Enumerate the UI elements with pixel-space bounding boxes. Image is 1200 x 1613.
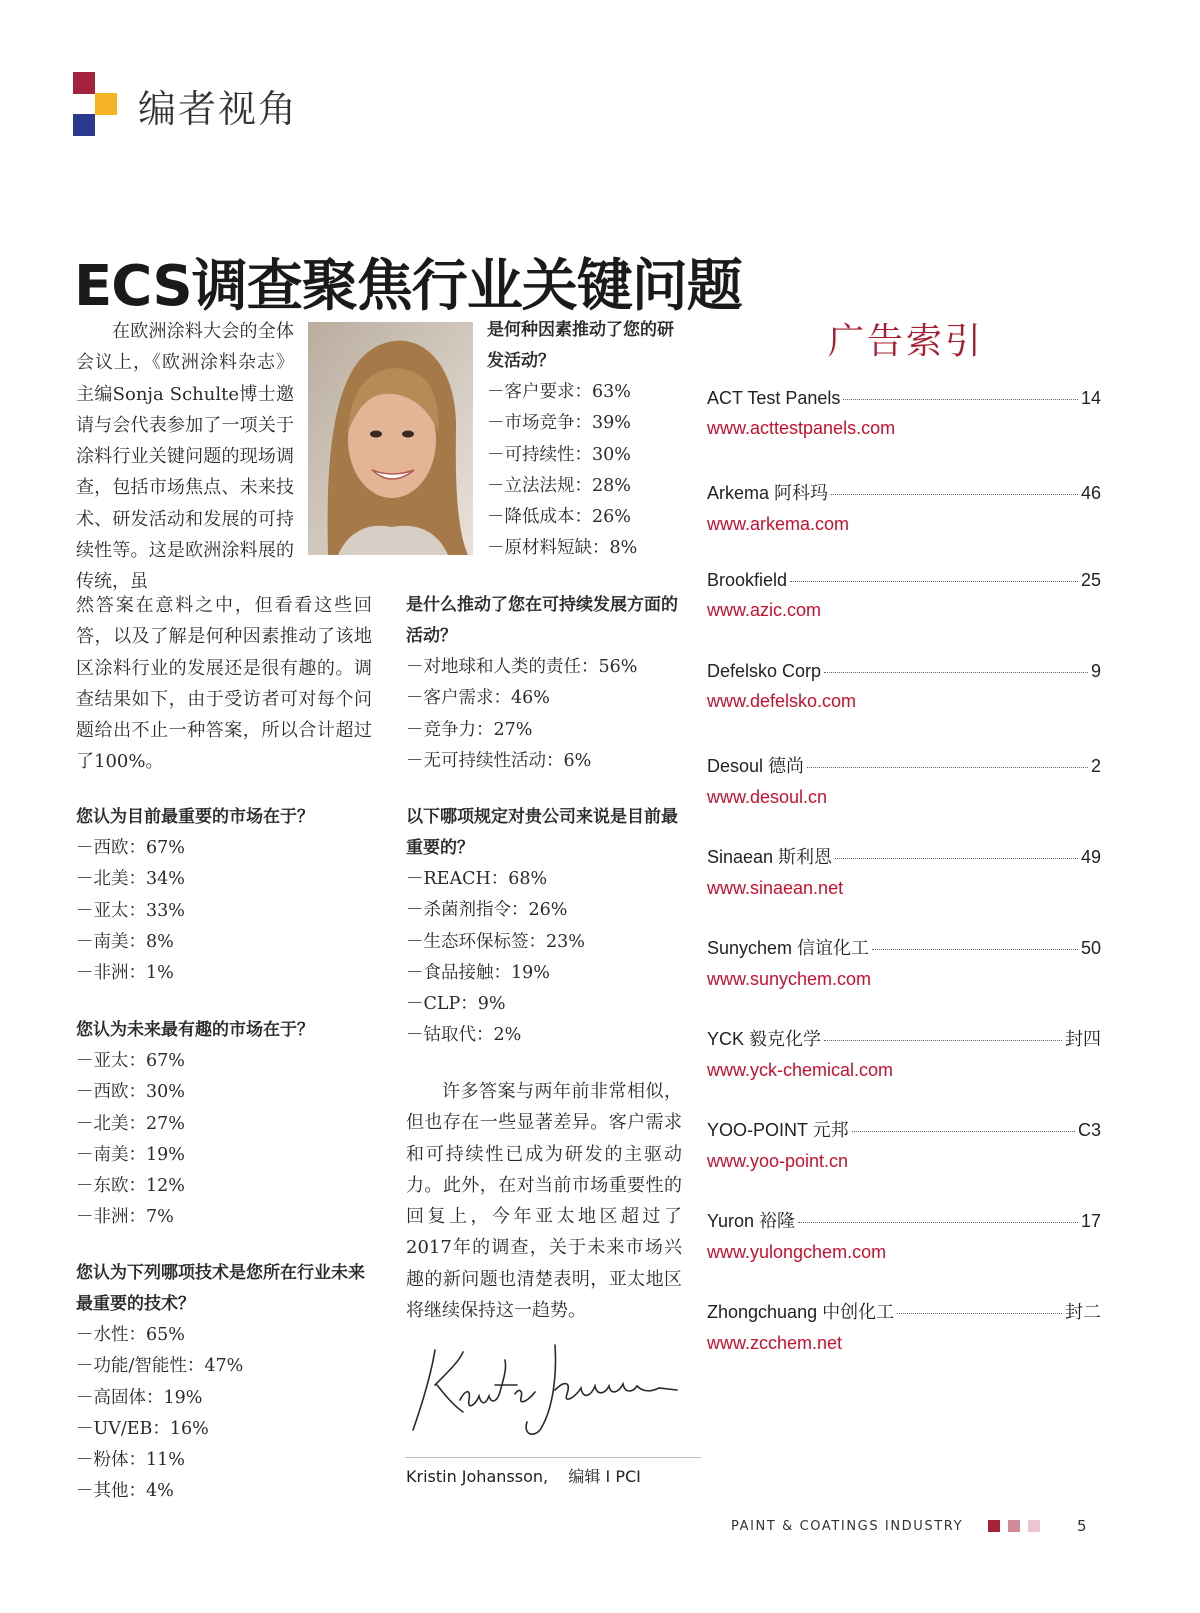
page-reference: 2: [1090, 756, 1101, 776]
advertiser-name: Brookfield: [707, 570, 788, 590]
page-reference: 46: [1080, 483, 1101, 503]
question-sustainability-drivers: [406, 590, 688, 777]
question-heading: 您认为下列哪项技术是您所在行业未来最重要的技术？: [76, 1263, 365, 1314]
advertiser-url-link[interactable]: www.yoo-point.cn: [707, 1151, 849, 1171]
ad-entry: [707, 479, 1101, 535]
ad-entry: [707, 1298, 1101, 1354]
answer-item: －非洲：1%: [76, 963, 174, 984]
answer-item: －西欧：67%: [76, 838, 185, 858]
dot-leader: [897, 1313, 1062, 1314]
answer-item: －REACH：68%: [406, 869, 548, 889]
answer-item: －南美：19%: [76, 1144, 185, 1165]
ad-entry: [707, 1207, 1101, 1263]
answer-item: －东欧：12%: [76, 1176, 185, 1197]
advertiser-url-link[interactable]: www.arkema.com: [707, 514, 850, 534]
page-reference: 封二: [1065, 1302, 1101, 1322]
handwritten-signature: [405, 1330, 685, 1440]
advertiser-name: ACT Test Panels: [707, 388, 841, 408]
advertiser-name: Sunychem 信谊化工: [707, 938, 870, 958]
dot-leader: [831, 494, 1078, 495]
page-reference: 50: [1080, 938, 1101, 958]
advertiser-name: Desoul 德尚: [707, 756, 805, 776]
ad-index-title: 广告索引: [828, 321, 985, 362]
answer-item: －功能/智能性：47%: [76, 1356, 244, 1377]
question-heading: 是什么推动了您在可持续发展方面的活动？: [406, 595, 678, 646]
magazine-name: PAINT & COATINGS INDUSTRY: [731, 1519, 964, 1534]
footer-square-dark: [988, 1520, 1000, 1532]
question-heading: 以下哪项规定对贵公司来说是目前最重要的？: [406, 807, 678, 858]
ad-entry: [707, 570, 1101, 621]
section-label: 编者视角: [138, 87, 299, 131]
answer-item: －竞争力：27%: [406, 719, 533, 740]
advertiser-name: Sinaean 斯利恩: [707, 847, 833, 867]
answer-item: －粉体：11%: [76, 1450, 185, 1471]
advertiser-name: Arkema 阿科玛: [707, 483, 829, 503]
answer-item: －亚太：67%: [76, 1051, 185, 1071]
answer-item: －高固体：19%: [76, 1387, 203, 1408]
question-heading: 您认为未来最有趣的市场在于？: [76, 1020, 314, 1040]
closing-paragraph: [406, 1076, 682, 1326]
answer-item: －客户需求：46%: [406, 688, 550, 709]
question-heading: 您认为目前最重要的市场在于？: [76, 807, 314, 827]
question-future-technology: [76, 1258, 376, 1508]
dot-leader: [852, 1131, 1075, 1132]
question-regulations: [406, 802, 688, 1052]
editor-portrait: [308, 322, 473, 555]
advertiser-name: YCK 毅克化学: [707, 1029, 822, 1049]
answer-item: －北美：34%: [76, 869, 185, 890]
advertiser-url-link[interactable]: www.sinaean.net: [707, 878, 844, 898]
dot-leader: [807, 767, 1088, 768]
answer-item: －CLP：9%: [406, 994, 506, 1015]
page-reference: 9: [1090, 661, 1101, 681]
advertiser-url-link[interactable]: www.defelsko.com: [707, 691, 857, 711]
ad-entry: [707, 388, 1101, 439]
answer-item: －生态环保标签：23%: [406, 931, 585, 952]
advertiser-url-link[interactable]: www.zcchem.net: [707, 1333, 843, 1353]
answer-item: －非洲：7%: [76, 1207, 174, 1228]
answer-list: [406, 864, 688, 1052]
advertiser-url-link[interactable]: www.azic.com: [707, 600, 822, 620]
logo-square-red: [73, 72, 95, 94]
question-current-market: [76, 802, 376, 989]
advertiser-name: YOO-POINT 元邦: [707, 1120, 849, 1140]
question-heading: 是何种因素推动了您的研发活动？: [487, 320, 674, 371]
intro-text-part1: 在欧洲涂料大会的全体会议上，《欧洲涂料杂志》主编Sonja Schulte博士邀请与会代表参加了一项关于涂料行业关键问题的现场调查，包括市场焦点、未来技术、研发活动和发展的可持续性等。这是欧洲涂料展的传统，虽: [76, 321, 294, 593]
signature-divider: [405, 1457, 701, 1458]
answer-item: －亚太：33%: [76, 900, 185, 921]
ad-entry: [707, 661, 1101, 712]
page-reference: 17: [1080, 1211, 1101, 1231]
logo-square-blue: [73, 114, 95, 136]
page-reference: 14: [1080, 388, 1101, 408]
page-reference: 封四: [1065, 1029, 1101, 1049]
article-title: ECS调查聚焦行业关键问题: [74, 254, 742, 319]
dot-leader: [835, 858, 1078, 859]
footer-square-light: [1028, 1520, 1040, 1532]
question-future-market: [76, 1015, 376, 1234]
page-reference: 49: [1080, 847, 1101, 867]
dot-leader: [824, 672, 1088, 673]
answer-item: －无可持续性活动：6%: [406, 750, 592, 771]
author-byline: Kristin Johansson, 编辑 I PCI: [406, 1467, 641, 1486]
answer-item: －原材料短缺：8%: [487, 538, 638, 559]
ad-entry: [707, 934, 1101, 990]
page-number: 5: [1077, 1517, 1087, 1535]
portrait-illustration: [308, 322, 473, 555]
answer-list: [76, 833, 376, 989]
intro-paragraph-bottom: [76, 590, 372, 778]
question-rd-drivers: [487, 315, 687, 565]
answer-item: －可持续性：30%: [487, 444, 631, 465]
answer-item: －南美：8%: [76, 931, 174, 952]
advertiser-name: Zhongchuang 中创化工: [707, 1302, 895, 1322]
advertiser-name: Yuron 裕隆: [707, 1211, 796, 1231]
answer-list: [487, 377, 687, 565]
advertiser-name: Defelsko Corp: [707, 661, 822, 681]
advertiser-url-link[interactable]: www.acttestpanels.com: [707, 418, 896, 438]
dot-leader: [872, 949, 1078, 950]
advertiser-url-link[interactable]: www.yck-chemical.com: [707, 1060, 894, 1080]
intro-text-part2: 然答案在意料之中，但看看这些回答，以及了解是何种因素推动了该地区涂料行业的发展还是很有趣的。调查结果如下，由于受访者可对每个问题给出不止一种答案，所以合计超过了100%。: [76, 595, 372, 773]
answer-item: －UV/EB：16%: [76, 1418, 209, 1439]
answer-item: －对地球和人类的责任：56%: [406, 657, 638, 677]
answer-item: －降低成本：26%: [487, 507, 631, 528]
answer-item: －水性：65%: [76, 1325, 185, 1345]
logo-square-yellow: [95, 93, 117, 115]
answer-item: －钴取代：2%: [406, 1025, 522, 1046]
ad-entry: [707, 1025, 1101, 1081]
answer-item: －立法法规：28%: [487, 475, 631, 496]
dot-leader: [798, 1222, 1078, 1223]
page-reference: C3: [1077, 1120, 1101, 1140]
dot-leader: [843, 399, 1078, 400]
answer-item: －客户要求：63%: [487, 382, 631, 402]
answer-item: －杀菌剂指令：26%: [406, 900, 568, 921]
ad-entry: [707, 752, 1101, 808]
answer-item: －北美：27%: [76, 1113, 185, 1134]
answer-item: －食品接触：19%: [406, 962, 550, 983]
answer-item: －西欧：30%: [76, 1082, 185, 1103]
closing-text: 许多答案与两年前非常相似，但也存在一些显著差异。客户需求和可持续性已成为研发的主驱动力。此外，在对当前市场重要性的回复上，今年亚太地区超过了2017年的调查，关于未来市场兴趣的新问题也清楚表明，亚太地区将继续保持这一趋势。: [406, 1081, 682, 1322]
dot-leader: [824, 1040, 1062, 1041]
answer-list: [76, 1320, 376, 1508]
answer-list: [76, 1046, 376, 1234]
dot-leader: [790, 581, 1078, 582]
ad-entry: [707, 1116, 1101, 1172]
page-reference: 25: [1080, 570, 1101, 590]
answer-list: [406, 652, 688, 777]
ad-entry: [707, 843, 1101, 899]
advertiser-url-link[interactable]: www.sunychem.com: [707, 969, 872, 989]
footer-square-mid: [1008, 1520, 1020, 1532]
advertiser-url-link[interactable]: www.yulongchem.com: [707, 1242, 887, 1262]
answer-item: －其他：4%: [76, 1481, 174, 1502]
intro-paragraph-top: [76, 316, 294, 598]
advertiser-url-link[interactable]: www.desoul.cn: [707, 787, 828, 807]
answer-item: －市场竞争：39%: [487, 413, 631, 434]
